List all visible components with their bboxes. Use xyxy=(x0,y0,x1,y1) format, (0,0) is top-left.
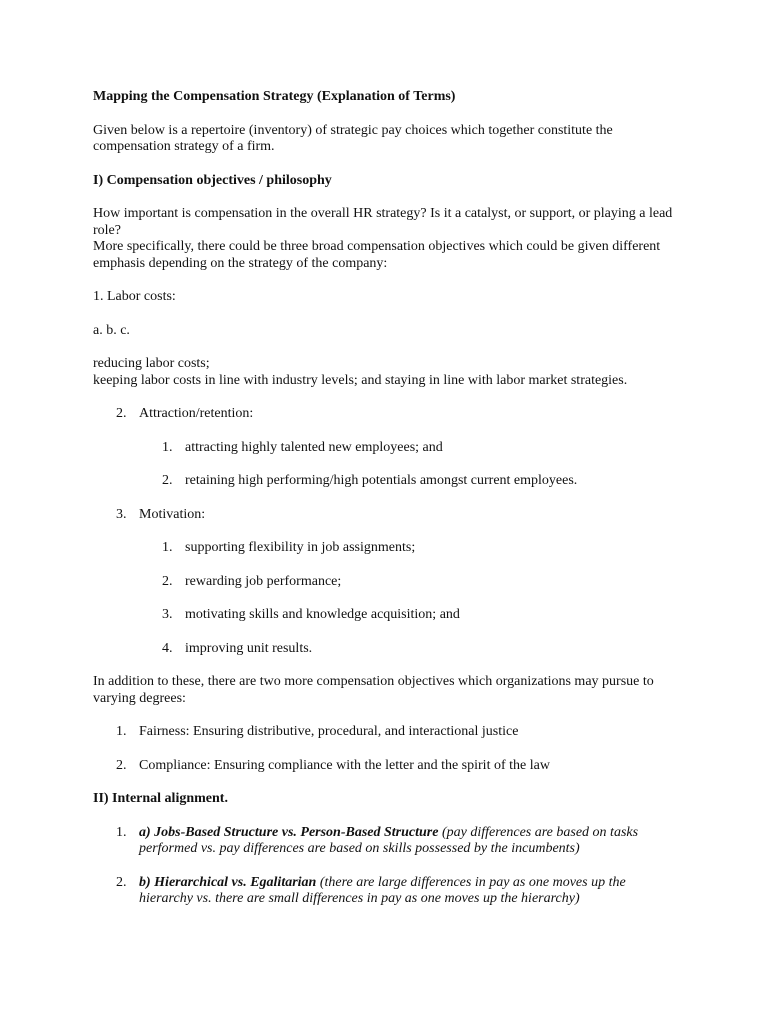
list-number: 1. xyxy=(116,724,127,739)
list-number: 3. xyxy=(162,607,173,622)
fairness-item xyxy=(93,724,683,741)
list-number: 2. xyxy=(116,874,127,890)
list-item-text: retaining high performing/high potentials amongst current employees. xyxy=(185,473,578,488)
labor-costs-item-reducing: reducing labor costs; xyxy=(93,356,210,371)
section-2-heading: II) Internal alignment. xyxy=(93,791,228,806)
intro-paragraph: Given below is a repertoire (inventory) of strategic pay choices which together constitute the compensation strategy of a firm. xyxy=(93,122,613,154)
list-item-text: Fairness: Ensuring distributive, procedural, and interactional justice xyxy=(139,724,519,739)
list-number: 1. xyxy=(162,540,173,555)
motivation-sub-item xyxy=(93,641,683,658)
document-title: Mapping the Compensation Strategy (Explanation of Terms) xyxy=(93,89,456,104)
list-number: 2. xyxy=(116,406,127,421)
motivation-item xyxy=(93,507,683,524)
list-item-text: rewarding job performance; xyxy=(185,573,342,589)
list-number: 2. xyxy=(162,573,173,589)
compliance-item xyxy=(93,758,683,775)
list-item-text xyxy=(139,875,683,908)
list-item-text: improving unit results. xyxy=(185,640,313,656)
list-number: 2. xyxy=(116,757,127,773)
list-item-text: attracting highly talented new employees; and xyxy=(185,439,443,455)
attraction-retention-item xyxy=(93,406,683,423)
section-1-heading: I) Compensation objectives / philosophy xyxy=(93,172,332,188)
list-number: 4. xyxy=(162,640,173,656)
additional-objectives-paragraph: In addition to these, there are two more compensation objectives which organizations may pursue to varying degrees: xyxy=(93,674,654,706)
labor-costs-heading: 1. Labor costs: xyxy=(93,289,176,304)
hr-strategy-question: How important is compensation in the overall HR strategy? Is it a catalyst, or support, or playing a lead role? xyxy=(93,206,673,238)
hierarchical-vs-egalitarian-item xyxy=(93,875,683,908)
motivation-sub-item xyxy=(93,607,683,624)
motivation-label: Motivation: xyxy=(139,506,206,522)
document-page xyxy=(93,89,683,908)
list-item-text xyxy=(139,825,683,858)
objectives-intro: More specifically, there could be three broad compensation objectives which could be given different emphasis depending on the strategy of the company: xyxy=(93,239,661,271)
item-description: (pay differences are based on tasks performed vs. pay differences are based on skills possessed by the incumbents) xyxy=(139,824,639,856)
attraction-retention-label: Attraction/retention: xyxy=(139,406,254,421)
motivation-sub-item xyxy=(93,574,683,591)
list-number: 1. xyxy=(116,824,127,840)
list-item-text: Compliance: Ensuring compliance with the letter and the spirit of the law xyxy=(139,757,550,773)
item-description: (there are large differences in pay as one moves up the hierarchy vs. there are small differences in pay as one moves up the hierarchy) xyxy=(139,874,626,906)
item-label: b) Hierarchical vs. Egalitarian xyxy=(139,874,317,890)
list-item-text: motivating skills and knowledge acquisition; and xyxy=(185,607,460,622)
item-label: a) Jobs-Based Structure vs. Person-Based Structure xyxy=(139,824,439,840)
list-number: 3. xyxy=(116,506,127,522)
labor-costs-letters: a. b. c. xyxy=(93,322,130,338)
list-number: 2. xyxy=(162,473,173,488)
section-1-intro xyxy=(93,206,683,272)
jobs-vs-person-item xyxy=(93,825,683,858)
labor-costs-item-keeping: keeping labor costs in line with industry levels; and staying in line with labor market strategies. xyxy=(93,372,628,388)
list-item-text: supporting flexibility in job assignments; xyxy=(185,540,416,555)
list-number: 1. xyxy=(162,439,173,455)
labor-costs-items xyxy=(93,356,683,389)
motivation-sub-item xyxy=(93,540,683,557)
attraction-sub-item xyxy=(93,473,683,490)
attraction-sub-item xyxy=(93,440,683,457)
